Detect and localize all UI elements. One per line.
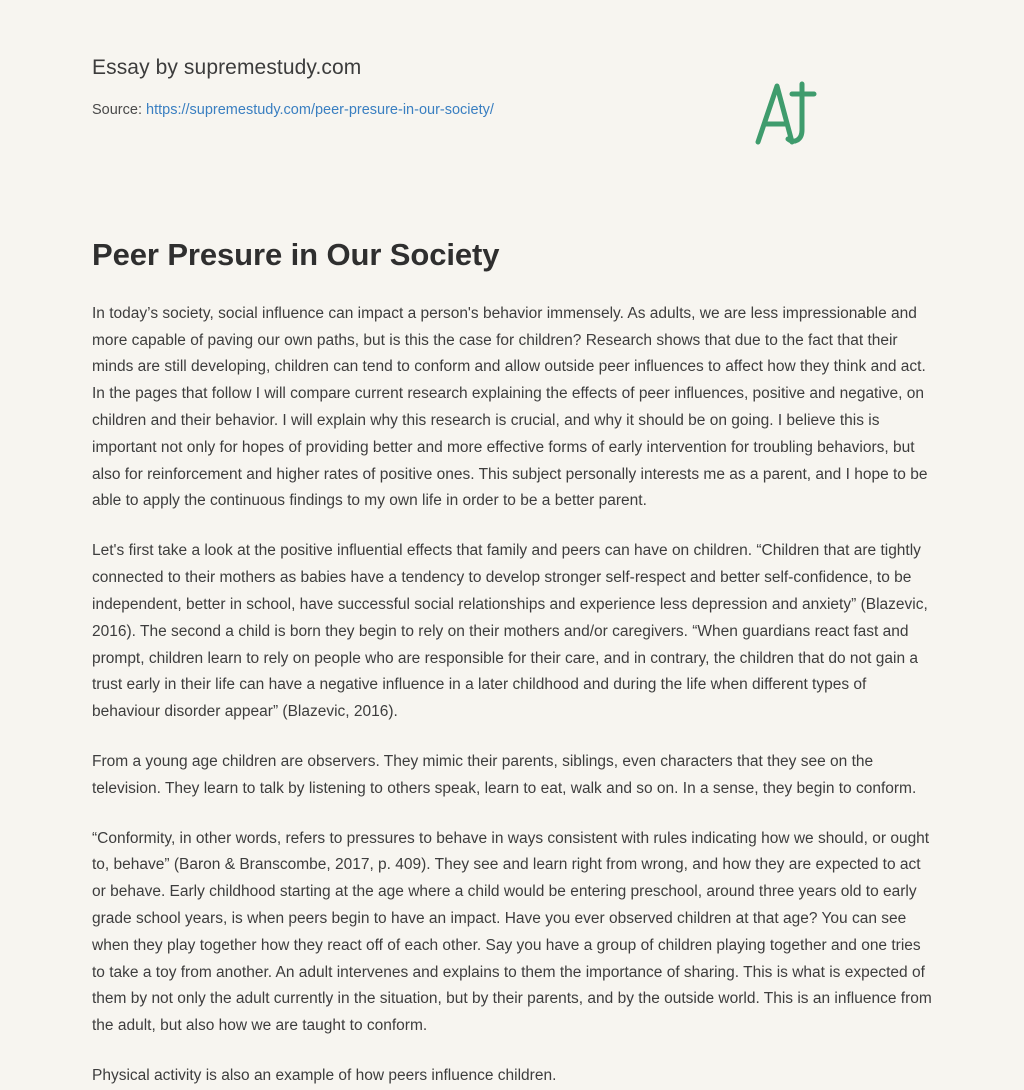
article-body xyxy=(92,275,932,1090)
document-header xyxy=(92,0,932,118)
paragraph: Let's first take a look at the positive influential effects that family and peers can have on children. “Children that are tightly connected to their mothers as babies have a tendency to develop stronger self-respect and better self-confidence, to be independent, better in school, have successful social relationships and experience less depression and anxiety” (Blazevic, 2016). The second a child is born they begin to rely on their mothers and/or caregivers. “When guardians react fast and prompt, children learn to rely on people who are responsible for their care, and in contrary, the children that do not gain a trust early in their life can have a negative influence in a later childhood and during the life when different types of behaviour disorder appear” (Blazevic, 2016). xyxy=(92,542,928,721)
page-title: Peer Presure in Our Society xyxy=(92,237,500,272)
source-url-link[interactable]: https://supremestudy.com/peer-presure-in-our-society/ xyxy=(146,102,494,118)
paragraph: “Conformity, in other words, refers to pressures to behave in ways consistent with rules indicating how we should, or ought to, behave” (Baron & Branscombe, 2017, p. 409). They see and learn right from wrong, and how they are expected to act or behave. Early childhood starting at the age where a child would be entering preschool, around three years old to early grade school years, is when peers begin to have an impact. Have you ever observed children at that age? You can see when they play together how they react off of each other. Say you have a group of children playing together and one tries to take a toy from another. An adult intervenes and explains to them the importance of sharing. This is what is expected of them by not only the adult currently in the situation, but by their parents, and by the outside world. This is an influence from the adult, but also how we are taught to conform. xyxy=(92,829,932,1035)
source-label: Source: xyxy=(92,102,142,118)
essay-byline: Essay by supremestudy.com xyxy=(92,56,362,79)
paragraph: In today’s society, social influence can impact a person's behavior immensely. As adults, we are less impressionable and more capable of paving our own paths, but is this the case for children? Research shows that due to the fact that their minds are still developing, children can tend to conform and allow outside peer influences to affect how they think and act. In the pages that follow I will compare current research explaining the effects of peer influences, positive and negative, on children and their behavior. I will explain why this research is crucial, and why it should be on going. I believe this is important not only for hopes of providing better and more effective forms of early intervention for troubling behaviors, but also for reinforcement and higher rates of positive ones. This subject personally interests me as a parent, and I hope to be able to apply the continuous findings to my own life in order to be a better parent. xyxy=(92,304,928,510)
supremestudy-logo-icon xyxy=(720,64,840,164)
paragraph: From a young age children are observers. They mimic their parents, siblings, even characters that they see on the television. They learn to talk by listening to others speak, learn to eat, walk and so on. In a sense, they begin to conform. xyxy=(92,752,917,797)
paragraph: Physical activity is also an example of how peers influence children. xyxy=(92,1067,557,1085)
